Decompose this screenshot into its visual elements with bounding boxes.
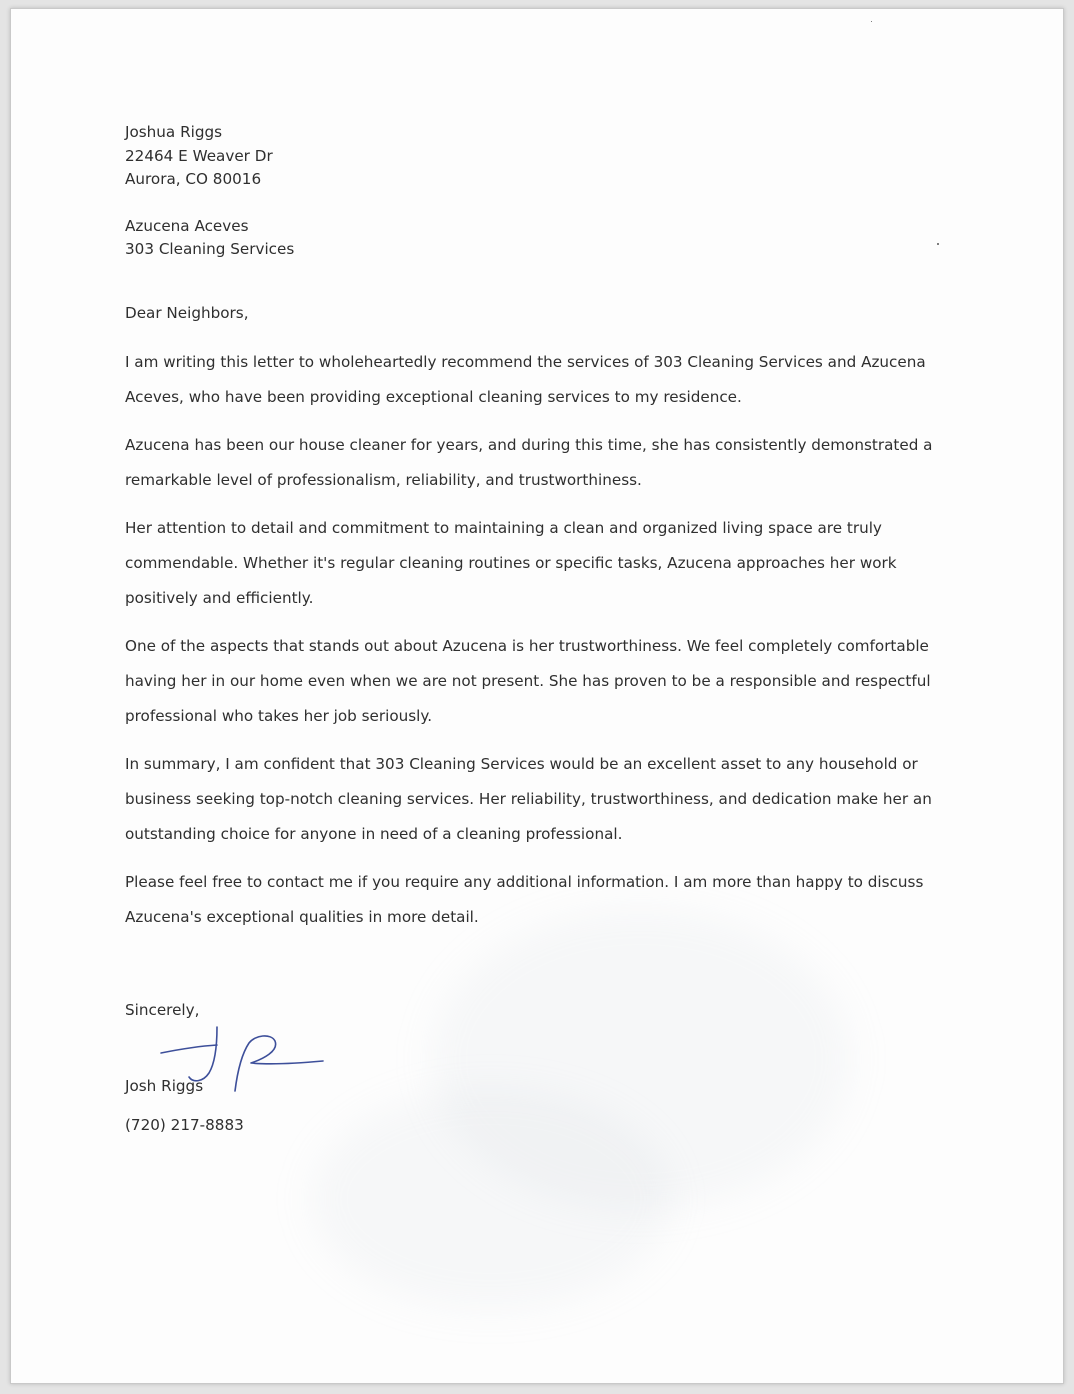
salutation: Dear Neighbors, — [125, 303, 249, 322]
letter-content — [125, 121, 965, 1137]
recipient-address — [125, 215, 965, 262]
signer-phone: (720) 217-8883 — [125, 1115, 244, 1134]
body-paragraph: In summary, I am confident that 303 Cleaning Services would be an excellent asset to any household or business seeking top-notch cleaning services. Her reliability, trustworthiness, and dedication make her an outstanding choice for anyone in need of a cleaning professional. — [125, 755, 932, 843]
paper-speck — [871, 21, 872, 22]
body-paragraph: Her attention to detail and commitment to maintaining a clean and organized living space are truly commendable. Whether it's regular cleaning routines or specific tasks, Azucena approaches her work positively and efficiently. — [125, 519, 897, 607]
body-paragraph: Azucena has been our house cleaner for years, and during this time, she has consistently demonstrated a remarkable level of professionalism, reliability, and trustworthiness. — [125, 436, 933, 489]
letter-page — [10, 8, 1064, 1384]
recipient-name: Azucena Aceves — [125, 216, 249, 235]
sender-address — [125, 121, 965, 192]
sender-name: Joshua Riggs — [125, 123, 223, 141]
closing: Sincerely, — [125, 1001, 200, 1019]
recipient-company: 303 Cleaning Services — [125, 240, 295, 258]
body-paragraph: One of the aspects that stands out about Azucena is her trustworthiness. We feel completely comfortable having her in our home even when we are not present. She has proven to be a responsible and respectful professional who takes her job seriously. — [125, 637, 931, 725]
letter-body — [125, 345, 965, 935]
sender-street: 22464 E Weaver Dr — [125, 146, 273, 165]
body-paragraph: Please feel free to contact me if you require any additional information. I am more than happy to discuss Azucena's exceptional qualities in more detail. — [125, 873, 924, 926]
signer-name: Josh Riggs — [125, 1076, 204, 1095]
sender-city-state-zip: Aurora, CO 80016 — [125, 170, 262, 188]
body-paragraph: I am writing this letter to wholeheartedly recommend the services of 303 Cleaning Services and Azucena Aceves, who have been providing exceptional cleaning services to my residence. — [125, 353, 926, 406]
signature-block — [125, 1075, 965, 1105]
